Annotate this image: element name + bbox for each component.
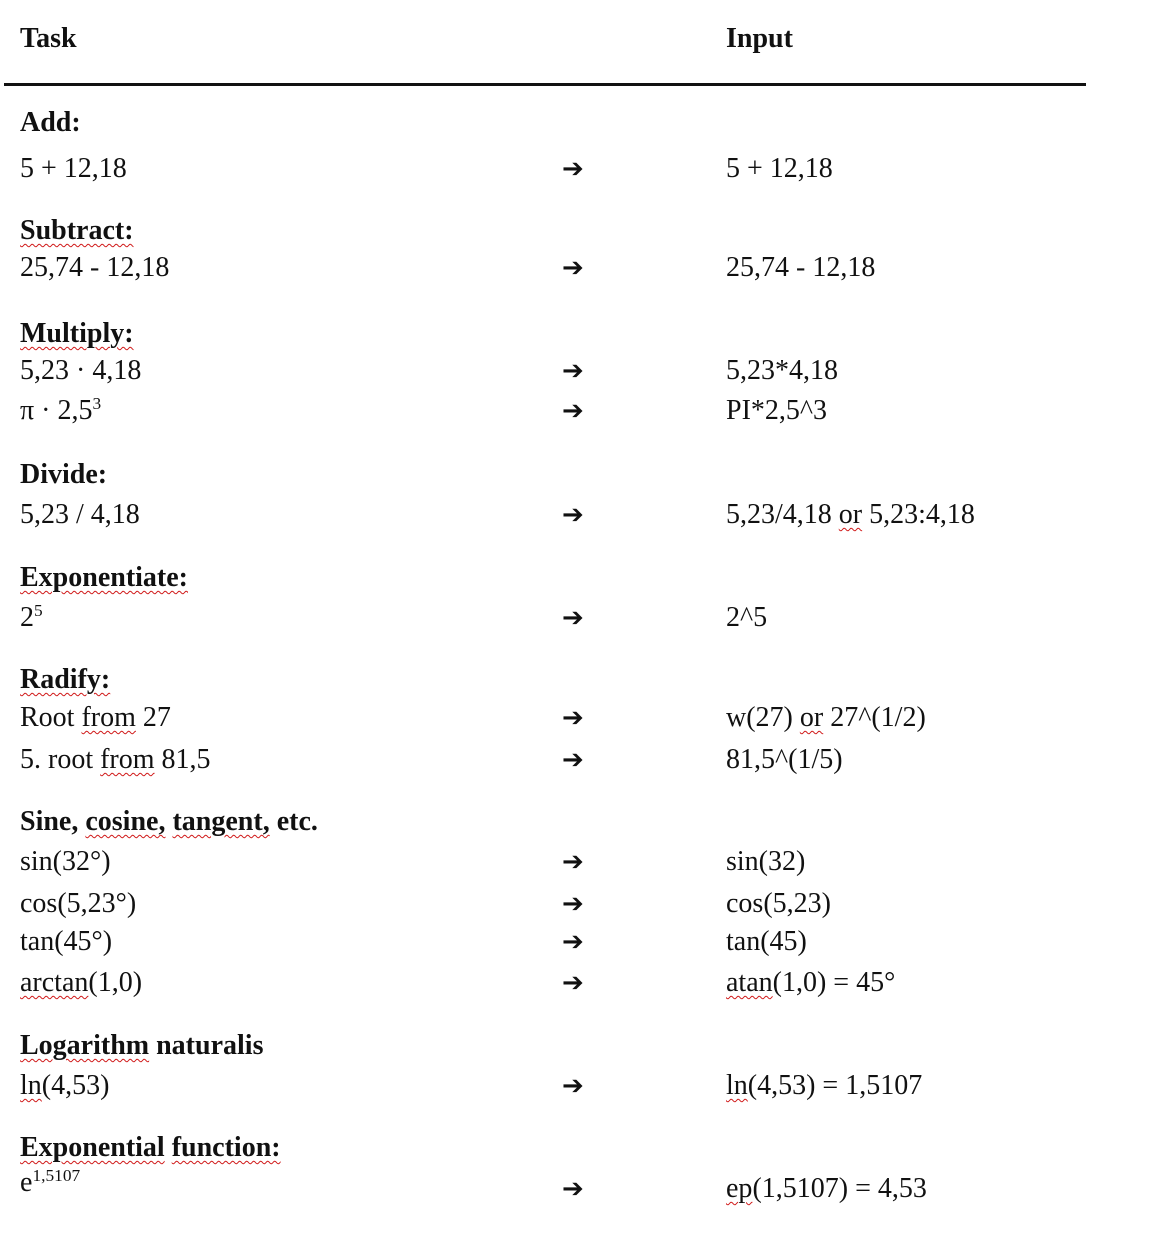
table-row xyxy=(0,884,1150,924)
arrow-icon: ➔ xyxy=(562,396,584,426)
input-cell: 81,5^(1/5) xyxy=(726,744,843,775)
header-divider xyxy=(4,83,1086,86)
input-cell: ln(4,53) = 1,5107 xyxy=(726,1070,923,1101)
section-title-radify: Radify: xyxy=(20,664,111,695)
table-row xyxy=(0,495,1150,535)
arrow-icon: ➔ xyxy=(562,154,584,184)
arrow-icon: ➔ xyxy=(562,253,584,283)
task-cell: $\pi \cdot 2,5^3$ xyxy=(20,394,102,426)
task-cell: Root from 27 xyxy=(20,702,171,733)
input-cell: cos(5,23) xyxy=(726,888,831,919)
arrow-icon: ➔ xyxy=(562,1174,584,1204)
input-column-header: Input xyxy=(726,23,793,54)
input-cell: 5,23*4,18 xyxy=(726,355,838,386)
task-cell: 25,74 - 12,18 xyxy=(20,252,170,283)
task-cell: arctan(1,0) xyxy=(20,967,143,998)
section-title-divide: Divide: xyxy=(20,459,108,490)
table-row xyxy=(0,351,1150,391)
table-row xyxy=(0,963,1150,1003)
table-row xyxy=(0,149,1150,189)
arrow-icon: ➔ xyxy=(562,847,584,877)
arrow-icon: ➔ xyxy=(562,968,584,998)
arrow-icon: ➔ xyxy=(562,603,584,633)
input-cell: sin(32) xyxy=(726,846,806,877)
arrow-icon: ➔ xyxy=(562,356,584,386)
table-row xyxy=(0,1166,1150,1209)
arrow-icon: ➔ xyxy=(562,703,584,733)
arrow-icon: ➔ xyxy=(562,745,584,775)
task-cell: 5,23 / 4,18 xyxy=(20,499,140,530)
section-title-trigonometry: Sine, cosine, tangent, etc. xyxy=(20,806,318,837)
input-cell: 5,23/4,18 or 5,23:4,18 xyxy=(726,499,975,530)
input-cell: 25,74 - 12,18 xyxy=(726,252,876,283)
table-row xyxy=(0,922,1150,962)
table-row xyxy=(0,842,1150,882)
table-row xyxy=(0,391,1150,431)
task-cell: tan(45°) xyxy=(20,926,113,957)
input-cell: atan(1,0) = 45° xyxy=(726,967,896,998)
table-row xyxy=(0,698,1150,738)
input-cell: 2^5 xyxy=(726,602,768,633)
section-title-exponential-function: Exponential function: xyxy=(20,1132,281,1163)
table-row xyxy=(0,248,1150,288)
section-title-exponentiate: Exponentiate: xyxy=(20,562,188,593)
input-cell: 5 + 12,18 xyxy=(726,153,833,184)
task-cell: 5. root from 81,5 xyxy=(20,744,211,775)
arrow-icon: ➔ xyxy=(562,889,584,919)
table-row xyxy=(0,1066,1150,1106)
input-cell: tan(45) xyxy=(726,926,807,957)
arrow-icon: ➔ xyxy=(562,1071,584,1101)
input-cell: PI*2,5^3 xyxy=(726,395,828,426)
input-cell: w(27) or 27^(1/2) xyxy=(726,702,926,733)
task-cell: $2^5$ xyxy=(20,601,43,633)
arrow-icon: ➔ xyxy=(562,927,584,957)
table-row xyxy=(0,598,1150,638)
section-title-add: Add: xyxy=(20,107,81,138)
task-column-header: Task xyxy=(20,23,77,54)
task-cell: 5 + 12,18 xyxy=(20,153,127,184)
task-cell: $e^{1,5107}$ xyxy=(20,1166,81,1198)
arrow-icon: ➔ xyxy=(562,500,584,530)
section-title-multiply: Multiply: xyxy=(20,318,134,349)
task-cell: ln(4,53) xyxy=(20,1070,110,1101)
table-row xyxy=(0,740,1150,780)
task-cell: 5,23 · 4,18 xyxy=(20,355,142,386)
section-title-subtract: Subtract: xyxy=(20,215,134,246)
task-cell: sin(32°) xyxy=(20,846,111,877)
task-cell: cos(5,23°) xyxy=(20,888,137,919)
input-cell: ep(1,5107) = 4,53 xyxy=(726,1173,927,1204)
section-title-logarithm: Logarithm naturalis xyxy=(20,1030,264,1061)
